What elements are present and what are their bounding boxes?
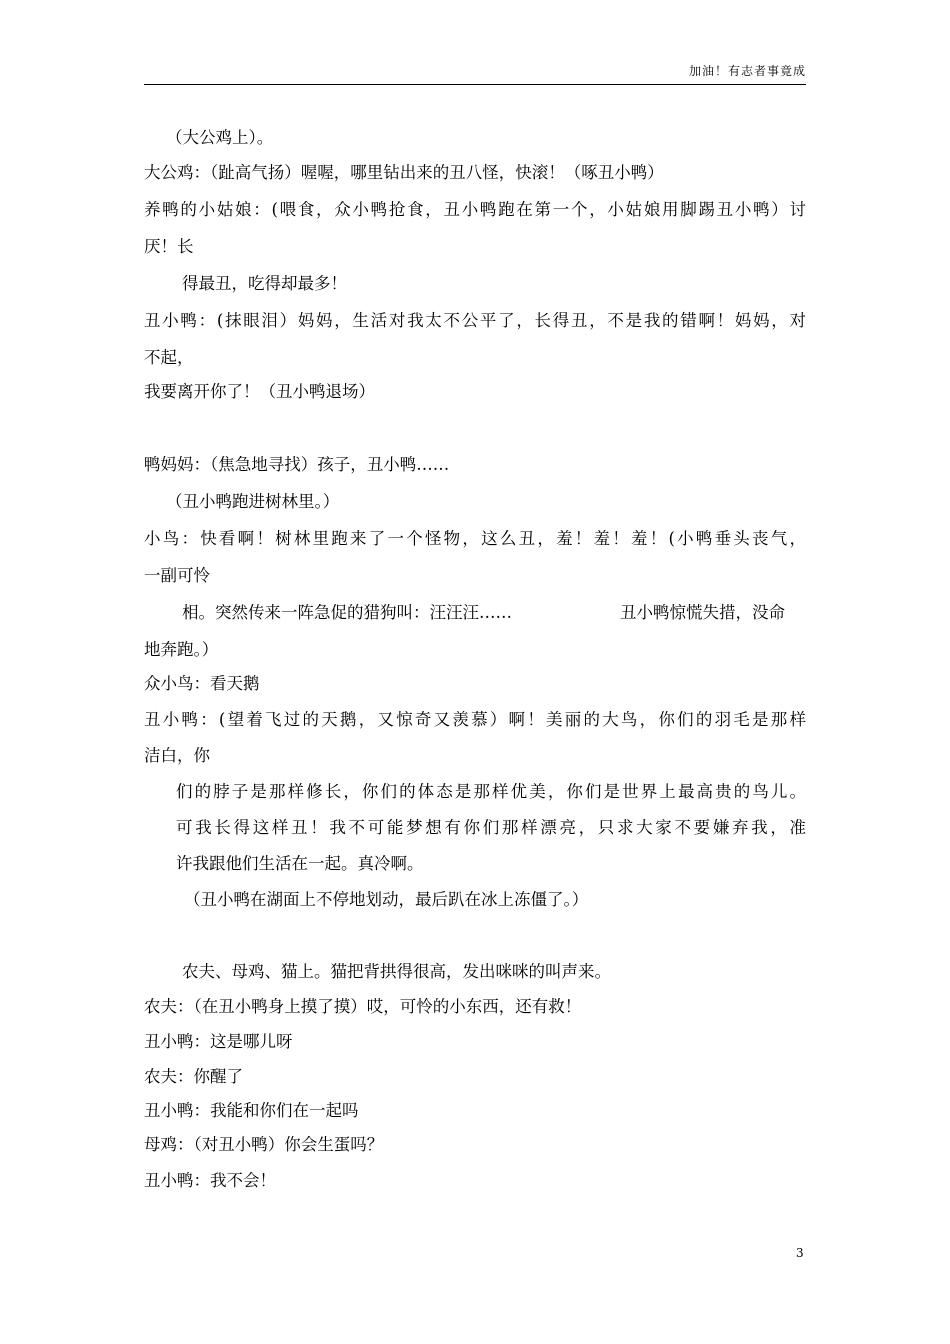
text-line: 众小鸟：看天鹅 xyxy=(144,674,260,693)
text-line: 小鸟：快看啊！树林里跑来了一个怪物，这么丑，羞！羞！羞！(小鸭垂头丧气， xyxy=(144,529,806,548)
text-line: （大公鸡上）。 xyxy=(166,128,274,147)
text-line: 们的脖子是那样修长，你们的体态是那样优美，你们是世界上最高贵的鸟儿。 xyxy=(176,782,806,801)
text-line: 丑小鸭：(望着飞过的天鹅，又惊奇又羡慕）啊！美丽的大鸟，你们的羽毛是那样 xyxy=(144,710,806,729)
text-line: 我要离开你了！（丑小鸭退场） xyxy=(144,382,375,401)
text-line: 洁白，你 xyxy=(144,746,210,765)
text-line: 丑小鸭：这是哪儿呀 xyxy=(144,1032,293,1051)
text-line: 母鸡：（对丑小鸭）你会生蛋吗？ xyxy=(144,1135,384,1154)
text-line: 农夫：你醒了 xyxy=(144,1067,243,1086)
text-line: 一副可怜 xyxy=(144,566,210,585)
text-line: 丑小鸭：(抹眼泪）妈妈，生活对我太不公平了，长得丑，不是我的错啊！妈妈，对 xyxy=(144,311,806,330)
text-line: 丑小鸭：我不会！ xyxy=(144,1171,276,1190)
text-line: 农夫：（在丑小鸭身上摸了摸）哎，可怜的小东西，还有救！ xyxy=(144,997,582,1016)
text-line: （丑小鸭在湖面上不停地划动，最后趴在冰上冻僵了。） xyxy=(184,890,589,909)
text-line: 许我跟他们生活在一起。真冷啊。 xyxy=(176,854,424,873)
header-rule xyxy=(144,84,806,85)
text-line: 不起， xyxy=(144,348,194,367)
text-line: 丑小鸭惊慌失措，没命 xyxy=(620,603,785,622)
text-line: 得最丑，吃得却最多！ xyxy=(182,274,347,293)
text-line: 丑小鸭：我能和你们在一起吗 xyxy=(144,1101,359,1120)
text-line: 农夫、母鸡、猫上。猫把背拱得很高，发出咪咪的叫声来。 xyxy=(182,962,611,981)
text-line: 养鸭的小姑娘：(喂食，众小鸭抢食，丑小鸭跑在第一个，小姑娘用脚踢丑小鸭）讨 xyxy=(144,200,806,219)
page-header: 加油！有志者事竟成 xyxy=(688,64,806,78)
text-line: 相。突然传来一阵急促的猎狗叫：汪汪汪…… xyxy=(182,603,512,622)
text-line: （丑小鸭跑进树林里。） xyxy=(166,492,340,511)
text-line: 地奔跑。） xyxy=(144,640,219,659)
text-line: 可我长得这样丑！我不可能梦想有你们那样漂亮，只求大家不要嫌弃我，准 xyxy=(176,818,806,837)
page-number: 3 xyxy=(796,1246,804,1260)
text-line: 厌！长 xyxy=(144,237,194,256)
text-line: 大公鸡：（趾高气扬）喔喔，哪里钻出来的丑八怪，快滚！（啄丑小鸭） xyxy=(144,163,664,182)
text-line: 鸭妈妈：（焦急地寻找）孩子，丑小鸭…… xyxy=(144,455,450,474)
